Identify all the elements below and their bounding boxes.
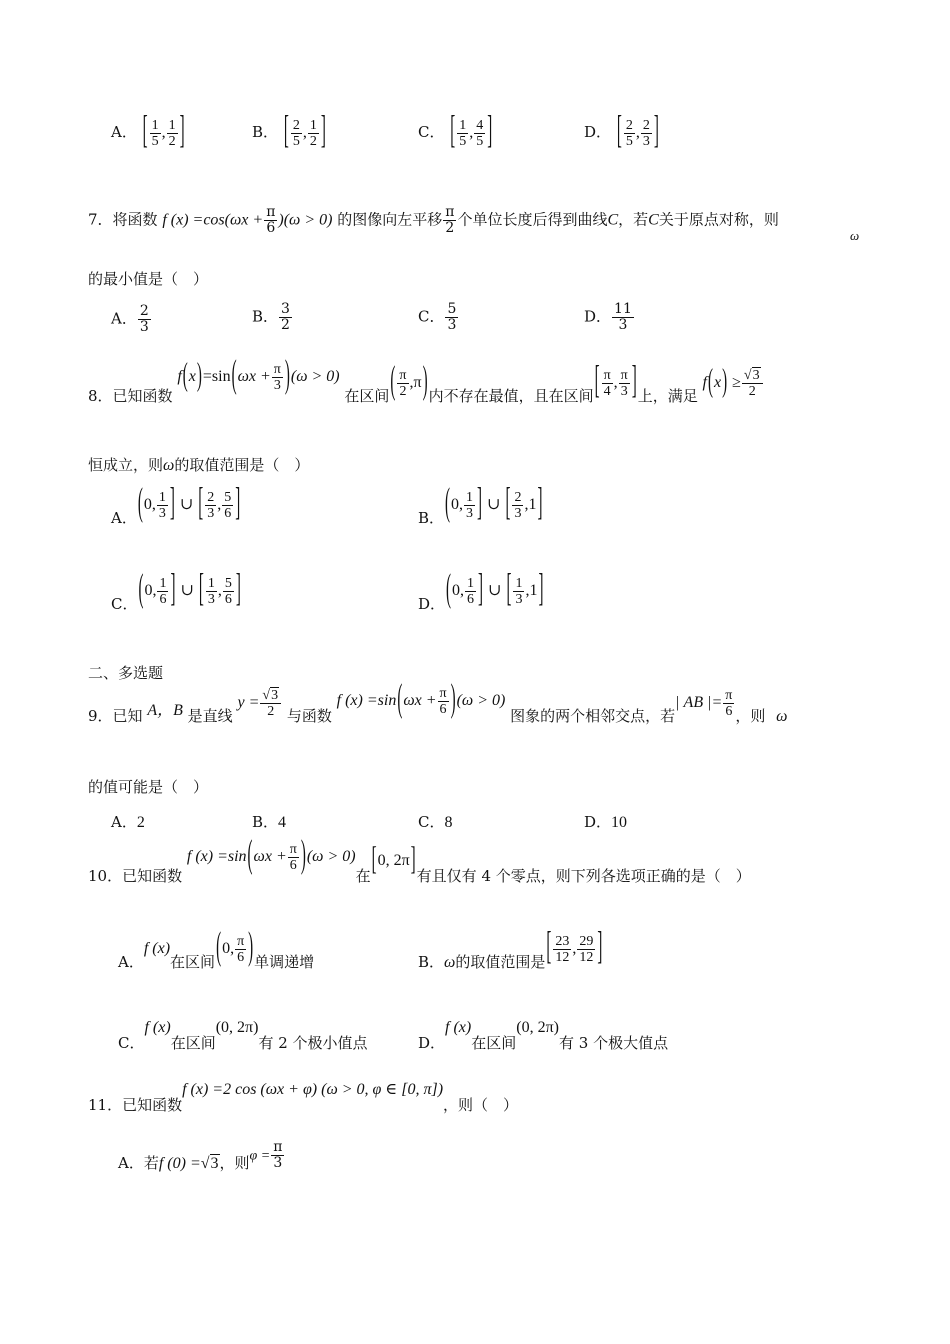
q7-stem: 7．将函数 f (x) =cos(ωx + $\frac{\pi}{6}$ )(ω > 0) 的图像向左平移 $\frac{\pi}{2}$ 个单位长度后得到曲线C，若C关于原点对称，则 bbox=[88, 204, 779, 236]
fraction: $\frac{\pi}{6}$ bbox=[237, 934, 245, 965]
fraction: $\frac{2}{3}$ bbox=[642, 118, 650, 149]
left-bracket: [ bbox=[142, 111, 148, 153]
fraction: $\frac{5}{3}$ bbox=[447, 301, 457, 333]
fraction: $\frac{\pi}{4}$ bbox=[603, 368, 611, 399]
fraction: $\frac{\pi}{2}$ bbox=[445, 204, 455, 236]
q9-stem-line2: 的值可能是（ ） bbox=[88, 778, 209, 796]
fraction: $\frac{\pi}{3}$ bbox=[620, 368, 628, 399]
fraction: $\frac{29}{12}$ bbox=[579, 934, 594, 965]
q6-option-b: B． [ $\frac{2}{5}$ , $\frac{1}{2}$ ] bbox=[252, 111, 326, 153]
fraction: $\frac{√3}{2}$ bbox=[742, 368, 763, 399]
fraction: $\frac{23}{12}$ bbox=[555, 934, 570, 965]
fraction: $\frac{\pi}{3}$ bbox=[273, 362, 281, 393]
fraction: $\frac{\pi}{3}$ bbox=[273, 1139, 283, 1171]
q8-option-b: B．(0, $\frac{1}{3}$ ] ∪ [ $\frac{2}{3}$ ,1] bbox=[418, 483, 543, 528]
q10-stem: 10．已知函数 f (x) =sin(ωx + $\frac{\pi}{6}$ )(ω > 0)在[0, 2π]有且仅有 4 个零点，则下列各选项正确的是（ ） bbox=[88, 835, 751, 886]
fraction: $\frac{4}{5}$ bbox=[476, 118, 484, 149]
q9-option-d: D．10 bbox=[584, 813, 628, 831]
fraction: $\frac{√3}{2}$ bbox=[260, 688, 281, 719]
right-bracket: ] bbox=[179, 111, 185, 153]
fraction: $\frac{1}{5}$ bbox=[151, 118, 159, 149]
fraction: $\frac{11}{3}$ bbox=[614, 301, 632, 333]
fraction: $\frac{\pi}{6}$ bbox=[725, 688, 733, 719]
fraction: $\frac{\pi}{6}$ bbox=[266, 204, 276, 236]
q10-option-c: C．f (x)在区间(0, 2π)有 2 个极小值点 bbox=[118, 1019, 368, 1052]
omega-symbol: ω bbox=[776, 708, 788, 726]
fraction: $\frac{2}{5}$ bbox=[292, 118, 300, 149]
fraction: $\frac{2}{3}$ bbox=[139, 303, 149, 335]
q8-option-d: D．(0, $\frac{1}{6}$ ] ∪ [ $\frac{1}{3}$ ,1] bbox=[418, 569, 544, 614]
q6-option-a: A． [ $\frac{1}{5}$ , $\frac{1}{2}$ ] bbox=[111, 118, 186, 149]
option-label: C． bbox=[418, 123, 445, 142]
q11-stem: 11．已知函数f (x) =2 cos (ωx + φ) (ω > 0, φ ∈ [0, π])，则（ ） bbox=[88, 1081, 519, 1114]
q8-stem: 8．已知函数 f(x)=sin(ωx + $\frac{\pi}{3}$ )(ω > 0) 在区间( $\frac{\pi}{2}$ ,π)内不存在最值，且在区间[ $\frac{\pi}{4}$ , $\frac{\pi}{3}$ ]上，满足 f(x) ≥ $\frac{√3}{2}$ bbox=[88, 368, 764, 399]
q10-option-b: B．ω的取值范围是[ $\frac{23}{12}$ , $\frac{29}{12}$ ] bbox=[418, 927, 603, 972]
omega-symbol: ω bbox=[163, 457, 175, 474]
q7-option-a: A． $\frac{2}{3}$ bbox=[111, 303, 149, 335]
function-expression: f (x) =2 cos (ωx + φ) (ω > 0, φ ∈ [0, π]) bbox=[182, 1081, 444, 1098]
q8-option-c: C．(0, $\frac{1}{6}$ ] ∪ [ $\frac{1}{3}$ , $\frac{5}{6}$ ] bbox=[111, 569, 241, 614]
fraction: $\frac{1}{2}$ bbox=[309, 118, 317, 149]
fraction: $\frac{2}{5}$ bbox=[625, 118, 633, 149]
q10-option-d: D．f (x)在区间(0, 2π)有 3 个极大值点 bbox=[418, 1019, 669, 1052]
q9-option-c: C．8 bbox=[418, 813, 453, 831]
fraction: $\frac{\pi}{6}$ bbox=[289, 842, 297, 873]
q7-option-d: D． $\frac{11}{3}$ bbox=[584, 301, 632, 333]
q7-option-b: B． $\frac{3}{2}$ bbox=[252, 301, 290, 333]
q10-option-a: A．f (x)在区间(0, $\frac{\pi}{6}$ )单调递增 bbox=[118, 927, 315, 972]
fraction: $\frac{\pi}{2}$ bbox=[399, 368, 407, 399]
q8-option-a: A．(0, $\frac{1}{3}$ ] ∪ [ $\frac{2}{3}$ , $\frac{5}{6}$ ] bbox=[111, 483, 241, 528]
function-expression: f (x) =cos(ωx + bbox=[162, 211, 264, 229]
fraction: $\frac{\pi}{6}$ bbox=[439, 686, 447, 717]
q9-option-a: A．2 bbox=[111, 813, 145, 831]
section-heading: 二、多选题 bbox=[88, 664, 164, 682]
q7-option-c: C． $\frac{5}{3}$ bbox=[418, 301, 457, 333]
option-label: A． bbox=[111, 123, 137, 142]
fraction: $\frac{1}{5}$ bbox=[459, 118, 467, 149]
q11-option-a: A．若f (0) =√3，则φ = $\frac{\pi}{3}$ bbox=[118, 1139, 283, 1172]
option-label: D． bbox=[584, 123, 612, 142]
fraction: $\frac{3}{2}$ bbox=[281, 301, 290, 333]
q9-stem: 9．已知 A，B 是直线 y = $\frac{√3}{2}$ 与函数 f (x) =sin(ωx + $\frac{\pi}{6}$ )(ω > 0) 图象的两个相邻交点，若| AB |= $\frac{\pi}{6}$ ，则 ω bbox=[88, 679, 788, 726]
option-label: B． bbox=[252, 123, 279, 142]
q8-stem-line2: 恒成立，则ω的取值范围是（ ） bbox=[88, 456, 310, 474]
q9-option-b: B．4 bbox=[252, 813, 287, 831]
q6-option-c: C． [ $\frac{1}{5}$ , $\frac{4}{5}$ ] bbox=[418, 111, 493, 153]
omega-symbol: ω bbox=[850, 228, 860, 243]
q6-option-d: D． [ $\frac{2}{5}$ , $\frac{2}{3}$ ] bbox=[584, 111, 659, 153]
q7-stem-line2: 的最小值是（ ） bbox=[88, 270, 209, 288]
fraction: $\frac{1}{2}$ bbox=[168, 118, 176, 149]
